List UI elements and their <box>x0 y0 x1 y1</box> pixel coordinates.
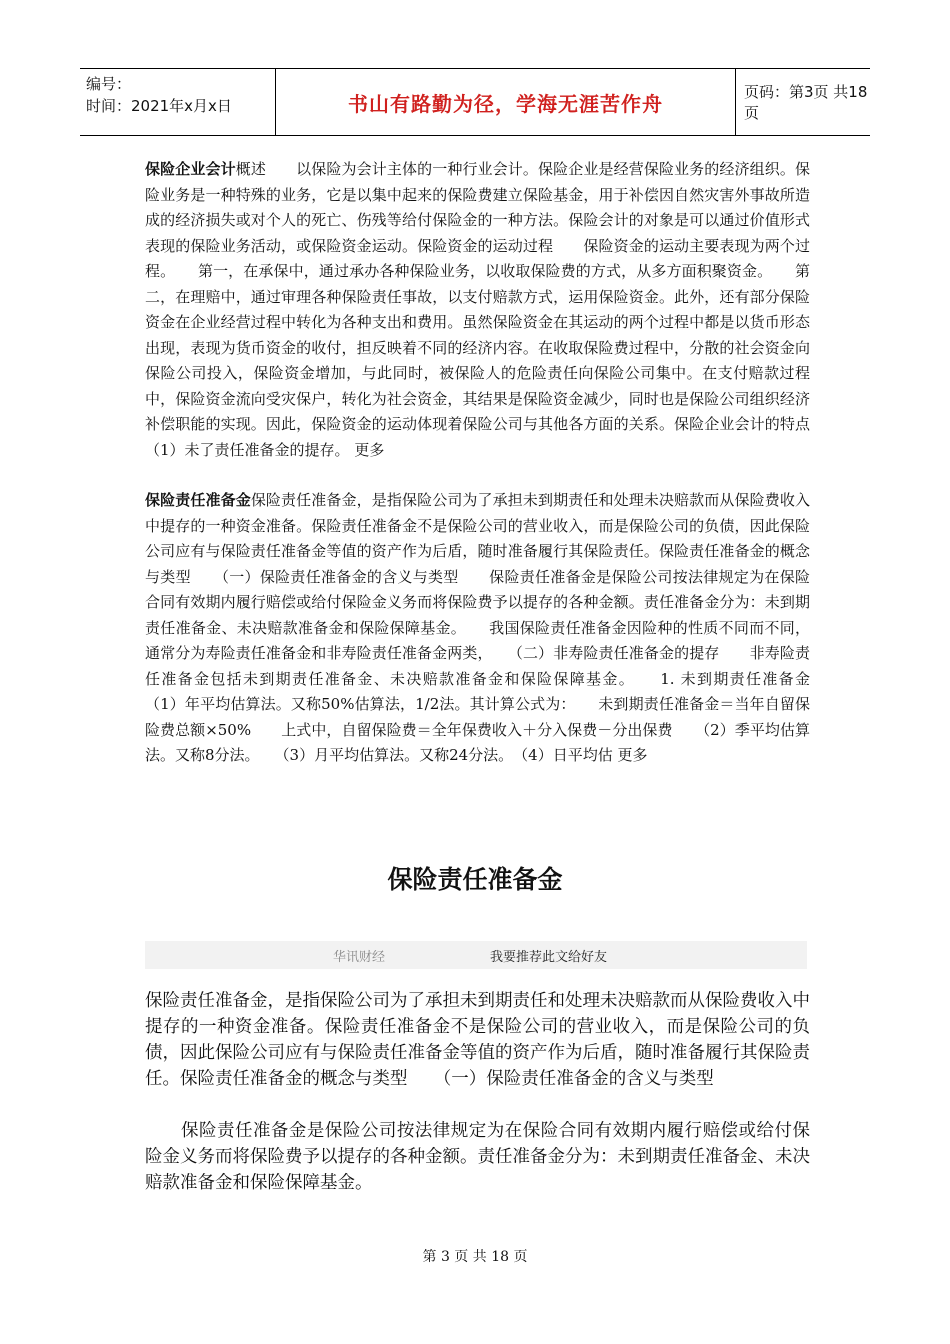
page-footer: 第 3 页 共 18 页 <box>422 1249 528 1265</box>
article-paragraph: 保险责任准备金是保险公司按法律规定为在保险合同有效期内履行赔偿或给付保险金义务而将保险费予以提存的各种金额。责任准备金分为：未到期责任准备金、未决赔款准备金和保险保障基金。 <box>145 1121 810 1193</box>
section-heading: 保险责任准备金 <box>145 491 251 509</box>
article-paragraph: 保险责任准备金，是指保险公司为了承担未到期责任和处理未决赔款而从保险费收入中提存的一种资金准备。保险责任准备金不是保险公司的营业收入，而是保险公司的负债，因此保险公司应有与保险责任准备金等值的资产作为后盾，随时准备履行其保险责任。保险责任准备金的概念与类型 （一）保险责任准备金的含义与类型 <box>145 991 810 1089</box>
header-motto: 书山有路勤为径，学海无涯苦作舟 <box>348 91 663 116</box>
document-date: 时间：2021年x月x日 <box>86 97 232 115</box>
main-content <box>145 157 841 769</box>
section-heading: 保险企业会计 <box>145 160 236 178</box>
article-meta-bar <box>145 941 807 969</box>
section-body: 概述 以保险为会计主体的一种行业会计。保险企业是经营保险业务的经济组织。保险业务是一种特殊的业务，它是以集中起来的保险费建立保险基金，用于补偿因自然灾害外事故所造成的经济损失或对个人的死亡、伤残等给付保险金的一种方法。保险会计的对象是可以通过价值形式表现的保险业务活动，或保险资金运动。保险资金的运动过程 保险资金的运动主要表现为两个过程。 第一，在承保中，通过承办各种保险业务，以收取保险费的方式，从多方面积聚资金。 第二，在理赔中，通过审理各种保险责任事故，以支付赔款方式，运用保险资金。此外，还有部分保险资金在企业经营过程中转化为各种支出和费用。虽然保险资金在其运动的两个过程中都是以货币形态出现，表现为货币资金的收付，担反映着不同的经济内容。在收取保险费过程中，分散的社会资金向保险公司投入，保险资金增加，与此同时，被保险人的危险责任向保险公司集中。在支付赔款过程中，保险资金流向受灾保户，转化为社会资金，其结果是保险资金减少，同时也是保险公司组织经济补偿职能的实现。因此，保险资金的运动体现着保险公司与其他各方面的关系。保险企业会计的特点 （1）未了责任准备金的提存。 更多 <box>145 160 841 459</box>
section-body: 保险责任准备金，是指保险公司为了承担未到期责任和处理未决赔款而从保险费收入中提存的一种资金准备。保险责任准备金不是保险公司的营业收入，而是保险公司的负债，因此保险公司应有与保险责任准备金等值的资产作为后盾，随时准备履行其保险责任。保险责任准备金的概念与类型 （一）保险责任准备金的含义与类型 保险责任准备金是保险公司按法律规定为在保险合同有效期内履行赔偿或给付保险金义务而将保险费予以提存的各种金额。责任准备金分为：未到期责任准备金、未决赔款准备金和保险保障基金。 我国保险责任准备金因险种的性质不同而不同，通常分为寿险责任准备金和非寿险责任准备金两类， （二）非寿险责任准备金的提存 非寿险责任准备金包括未到期责任准备金、未决赔款准备金和保险保障基金。 1. 未到期责任准备金 （1）年平均估算法。又称50%估算法，1/2法。其计算公式为： 未到期责任准备金＝当年自留保险费总额×50% 上式中，自留保险费＝全年保费收入＋分入保费－分出保费 （2）季平均估算法。又称8分法。 （3）月平均估算法。又称24分法。 （4）日平均估 更多 <box>145 491 841 764</box>
article-title: 保险责任准备金 <box>387 865 563 894</box>
section-reserve <box>145 488 841 769</box>
section-insurance-accounting <box>145 157 841 463</box>
page-header <box>80 68 870 136</box>
header-motto-cell <box>276 69 736 135</box>
recommend-link[interactable]: 我要推荐此文给好友 <box>490 950 608 965</box>
article-source: 华讯财经 <box>333 950 386 965</box>
article-body <box>145 988 810 1196</box>
document-number: 编号： <box>86 75 132 93</box>
header-page-info: 页码：第3页 共18页 <box>744 83 868 122</box>
header-meta <box>80 69 276 135</box>
